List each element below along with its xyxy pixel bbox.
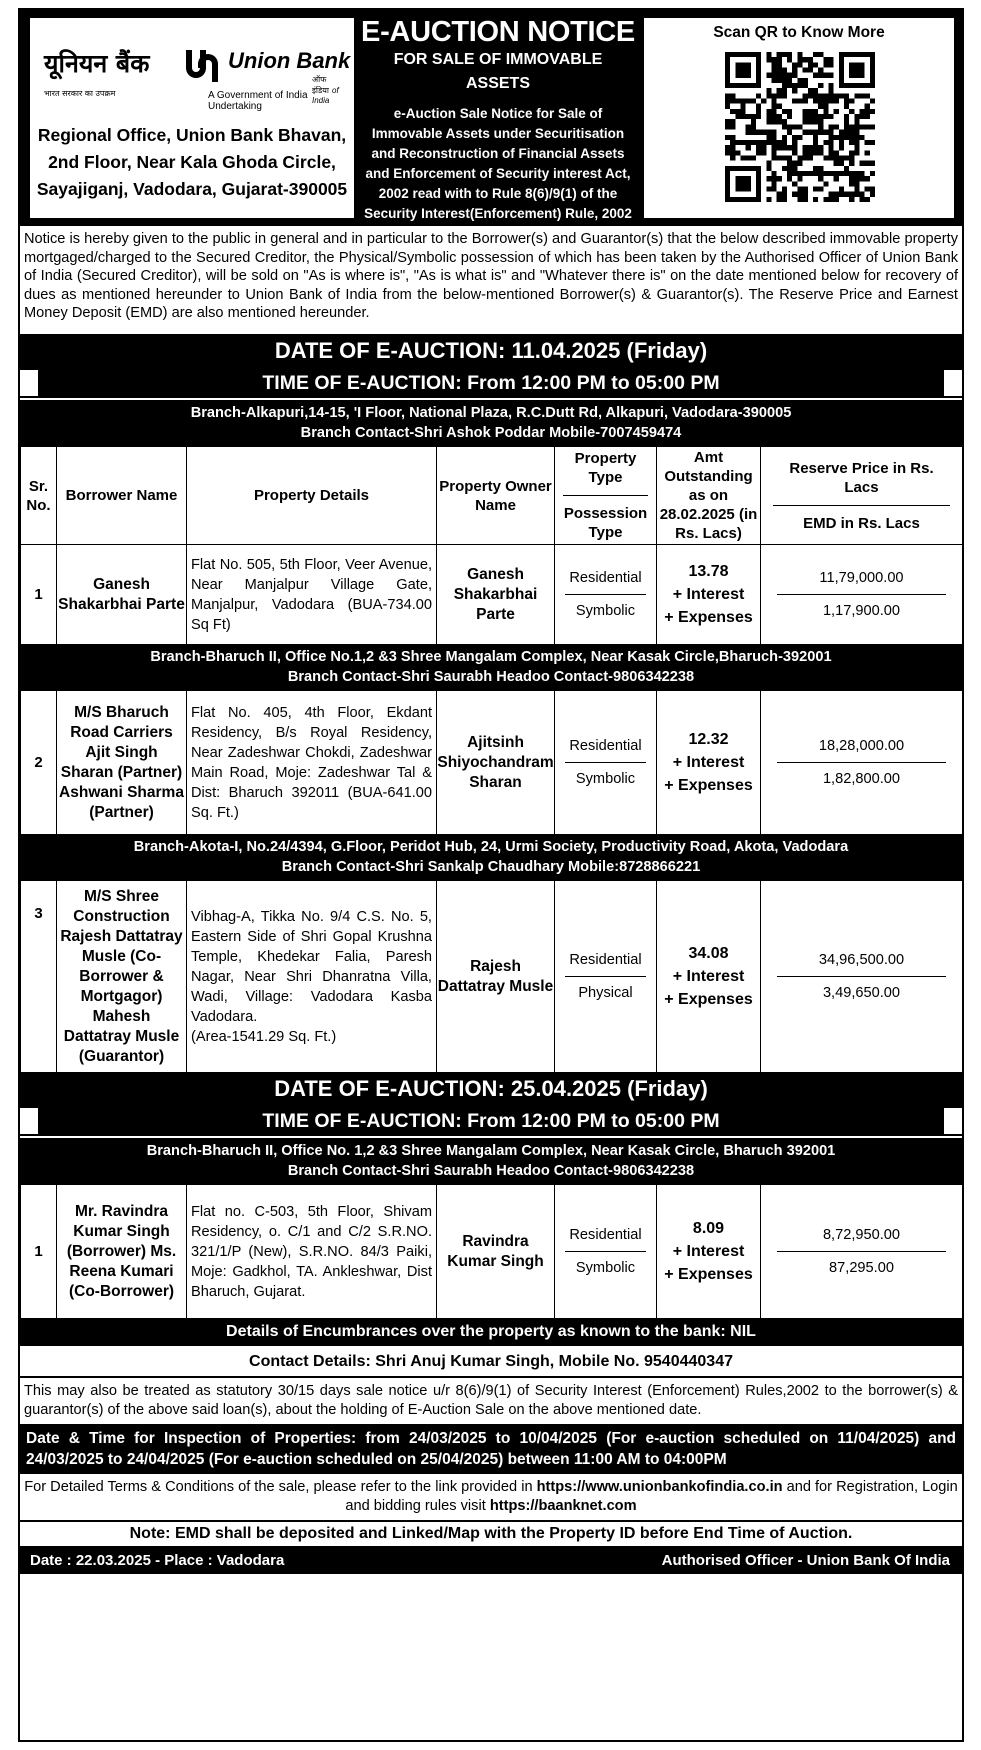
row1-property: Flat No. 505, 5th Floor, Veer Avenue, Near Manjalpur Village Gate, Manjalpur, Vadodara (BUA-734.00 Sq Ft) [187,545,437,645]
row2-owner: Ajitsinh Shiyochandram Sharan [437,691,555,835]
qr-title: Scan QR to Know More [713,24,885,41]
header [20,10,962,226]
logo-english-text: Union Bank [228,48,351,73]
notice-frame [18,8,964,1742]
row2-price: 18,28,000.00 1,82,800.00 [761,691,963,835]
auction1-table [20,446,962,645]
logo-english-sub: ऑफ इंडिया of India [312,75,339,105]
branch4-contact: Branch Contact-Shri Saurabh Headoo Contact-9806342238 [287,1163,695,1179]
row1-sr: 1 [21,545,57,645]
auction1-time-strip [20,368,962,398]
terms-link-unionbank[interactable]: https://www.unionbankofindia.co.in [536,1479,783,1495]
row4-price: 8,72,950.00 87,295.00 [761,1185,963,1319]
branch1-bar [20,400,962,446]
row4-borrower: Mr. Ravindra Kumar Singh (Borrower) Ms. Reena Kumari (Co-Borrower) [57,1185,187,1319]
branch2-table [20,690,962,835]
auction2-date-bar: DATE OF E-AUCTION: 25.04.2025 (Friday) [20,1072,962,1106]
row3-amount: 34.08 + Interest + Expenses [657,881,761,1073]
header-title-block [360,16,636,224]
header-price: Reserve Price in Rs. Lacs EMD in Rs. Lacs [761,447,963,545]
row1-type: Residential Symbolic [555,545,657,645]
row4-type: Residential Symbolic [555,1185,657,1319]
header-borrower: Borrower Name [57,447,187,545]
header-amount: Amt Outstanding as on 28.02.2025 (in Rs. Lacs) [657,447,761,545]
footer-date-place: Date : 22.03.2025 - Place : Vadodara [30,1552,285,1569]
branch3-address: Branch-Akota-I, No.24/4394, G.Floor, Peridot Hub, 24, Urmi Society, Productivity Road, Akota, Vadodara [133,839,849,855]
auction1-time-bar: TIME OF E-AUCTION: From 12:00 PM to 05:00 PM [38,370,944,396]
inspection-bar: Date & Time for Inspection of Properties: from 24/03/2025 to 10/04/2025 (For e-auction scheduled on 11/04/2025) and 24/03/2025 to 24/04/2025 (For e-auction scheduled on 25/04/2025) between 11:00 AM to 04:00PM [20,1424,962,1474]
bank-logo-panel [30,18,354,218]
intro-paragraph: Notice is hereby given to the public in general and in particular to the Borrower(s) and Guarantor(s) that the below described immovable property mortgaged/charged to the Secured Creditor, the Physical/Symbolic possession of which has been taken by the Authorised Officer of Union Bank of India (Secured Creditor), will be sold on "As is where is", "As is what is" and "Whatever there is" on the date mentioned below for recovery of dues as mentioned hereunder to Union Bank of India from the below-mentioned Borrower(s) & Guarantor(s). The Reserve Price and Earnest Money Deposit (EMD) are also mentioned hereunder. [24,231,958,322]
encumbrances-bar: Details of Encumbrances over the property as known to the bank: NIL [20,1318,962,1346]
terms-link-baanknet[interactable]: https://baanknet.com [489,1497,637,1514]
table-row [21,1185,963,1319]
header-property: Property Details [187,447,437,545]
row3-borrower: M/S Shree Construction Rajesh Dattatray Musle (Co-Borrower & Mortgagor) Mahesh Dattatray Musle (Guarantor) [57,881,187,1073]
row3-price: 34,96,500.00 3,49,650.00 [761,881,963,1073]
row3-sr: 3 [21,881,57,1073]
branch3-table [20,880,962,1073]
statutory-notice: This may also be treated as statutory 30/15 days sale notice u/r 8(6)/9(1) of Security Interest (Enforcement) Rules,2002 to the borrower(s) & guarantor(s) of the above said loan(s), about the holding of E-Auction Sale on the above mentioned date. [24,1383,958,1418]
row3-property: Vibhag-A, Tikka No. 9/4 C.S. No. 5, Eastern Side of Shri Gopal Krushna Temple, Khedekar Falia, Paresh Nagar, Near Shri Dhanratna Villa, Wadi, Village: Vadodara Kasba Vadodara. (Area-1541.29 Sq. Ft.) [187,881,437,1073]
branch3-contact: Branch Contact-Shri Sankalp Chaudhary Mobile:8728866221 [281,859,701,875]
qr-panel [644,18,954,218]
logo-hindi-tagline: भारत सरकार का उपक्रम [44,89,116,98]
qr-code-icon[interactable] [725,52,875,202]
table-row [21,545,963,645]
branch1-address: Branch-Alkapuri,14-15, 'I Floor, National Plaza, R.C.Dutt Rd, Alkapuri, Vadodara-390005 [190,405,792,421]
row2-sr: 2 [21,691,57,835]
row4-amount: 8.09 + Interest + Expenses [657,1185,761,1319]
regional-office-address: Regional Office, Union Bank Bhavan, 2nd Floor, Near Kala Ghoda Circle, Sayajiganj, Vadodara, Gujarat-390005 [36,125,348,199]
row2-borrower: M/S Bharuch Road Carriers Ajit Singh Sharan (Partner) Ashwani Sharma (Partner) [57,691,187,835]
row2-type: Residential Symbolic [555,691,657,835]
row1-price: 11,79,000.00 1,17,900.00 [761,545,963,645]
notice-title: E-AUCTION NOTICE [361,16,635,48]
emd-note-bar: Note: EMD shall be deposited and Linked/Map with the Property ID before End Time of Auction. [20,1520,962,1548]
row1-amount: 13.78 + Interest + Expenses [657,545,761,645]
auction2-table [20,1184,962,1319]
row2-amount: 12.32 + Interest + Expenses [657,691,761,835]
branch2-contact: Branch Contact-Shri Saurabh Headoo Contact-9806342238 [287,669,695,685]
table-row [21,691,963,835]
header-sr: Sr. No. [21,447,57,545]
auction1-date-bar: DATE OF E-AUCTION: 11.04.2025 (Friday) [20,334,962,368]
union-bank-logo-icon [180,44,224,88]
logo-government-tagline: A Government of India Undertaking [208,90,308,112]
footer-authorised-officer: Authorised Officer - Union Bank Of India [661,1552,950,1569]
branch1-contact: Branch Contact-Shri Ashok Poddar Mobile-7007459474 [300,425,682,441]
act-text: e-Auction Sale Notice for Sale of Immovable Assets under Securitisation and Reconstruction of Financial Assets and Enforcement of Security interest Act, 2002 read with to Rule 8(6)/9(1) of the Security Interest(Enforcement) Rule, 2002 [364,106,632,221]
branch2-address: Branch-Bharuch II, Office No.1,2 &3 Shree Mangalam Complex, Near Kasak Circle,Bharuch-392001 [150,649,832,665]
header-type: Property Type Possession Type [555,447,657,545]
footer-bar [20,1548,962,1574]
row1-owner: Ganesh Shakarbhai Parte [437,545,555,645]
row4-owner: Ravindra Kumar Singh [437,1185,555,1319]
branch4-address: Branch-Bharuch II, Office No. 1,2 &3 Shree Mangalam Complex, Near Kasak Circle, Bharuch 392001 [146,1143,836,1159]
table-header-row [21,447,963,545]
branch3-bar [20,834,962,880]
branch4-bar [20,1138,962,1184]
row3-type: Residential Physical [555,881,657,1073]
table-row [21,881,963,1073]
auction2-time-strip [20,1106,962,1136]
header-owner: Property Owner Name [437,447,555,545]
row2-property: Flat No. 405, 4th Floor, Ekdant Residency, B/s Royal Residency, Near Zadeshwar Chokdi, Zadeshwar Main Road, Moje: Zadeshwar Tal & Dist: Bharuch 392011 (BUA-641.00 Sq. Ft.) [187,691,437,835]
row3-owner: Rajesh Dattatray Musle [437,881,555,1073]
contact-bar: Contact Details: Shri Anuj Kumar Singh, Mobile No. 9540440347 [20,1348,962,1378]
row4-sr: 1 [21,1185,57,1319]
branch2-bar [20,644,962,690]
row1-borrower: Ganesh Shakarbhai Parte [57,545,187,645]
auction2-time-bar: TIME OF E-AUCTION: From 12:00 PM to 05:00 PM [38,1108,944,1134]
logo-hindi-text: यूनियन बैंक [44,49,150,78]
terms-text: For Detailed Terms & Conditions of the sale, please refer to the link provided in https://www.unionbankofindia.co.in and for Registration, Login and bidding rules visit https://baanknet.com [24,1479,958,1514]
notice-subtitle: FOR SALE OF IMMOVABLE ASSETS [393,51,603,92]
row4-property: Flat no. C-503, 5th Floor, Shivam Residency, o. C/1 and C/2 S.R.NO. 321/1/P (New), S.R.NO. 84/3 Paiki, Moje: Gadkhol, TA. Ankleshwar, Dist Bharuch, Gujarat. [187,1185,437,1319]
